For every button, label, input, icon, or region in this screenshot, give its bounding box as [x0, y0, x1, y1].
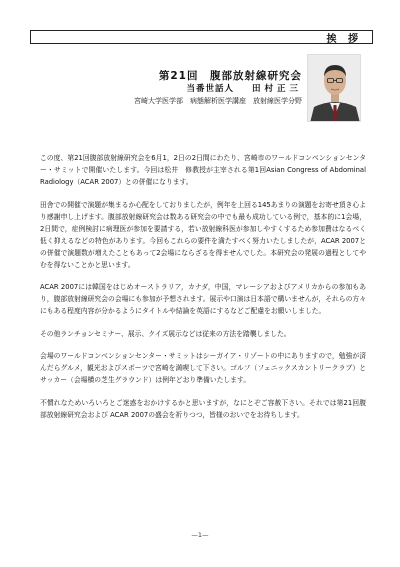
greeting-body: [40, 152, 366, 431]
paragraph-events: その他ランチョンセミナー、展示、クイズ展示などは従来の方法を踏襲しました。: [40, 329, 291, 338]
page-heading: 挨 拶: [326, 33, 362, 45]
host-role: 当番世話人: [186, 84, 235, 94]
title-block: [40, 69, 302, 107]
paragraph-venue: 会場のワールドコンベンションセンター・サミットはシーガイア・リゾートの中にありますので，勉強が済んだらグルメ，観光およびスポーツで宮崎を満喫して下さい。ゴルフ（フェニックスカントリークラブ）とサッカー（会場横の芝生グラウンド）は例年どおり準備いたします。: [40, 352, 366, 384]
author-portrait: [307, 54, 361, 122]
host-line: [40, 83, 302, 95]
paragraph-international: ACAR 2007には韓国をはじめオーストラリア，カナダ，中国，マレーシアおよびアメリカからの参加もあり，腹部放射線研究会の会場にも参加が予想されます。展示や口演は日本語で構いませんが，それらの方々にもある程度内容が分かるようにタイトルや結論を英語にするなどご配慮をお願いしました。: [40, 283, 366, 315]
paragraph-thanks: 田舎での開催で演題が集まるか心配をしておりましたが，例年を上回る145あまりの演題をお寄せ頂き心より感謝申し上げます。腹部放射線研究会は数ある研究会の中でも最も成功している例で，基本的に1会場，2日間で，症例検討に病理医が参加を要請する，若い放射線科医が参加しやすくするため参加費はなるべく低く抑えるなどの特色があります。今回もこれらの要件を満たすべく努力いたしましたが，ACAR 2007との併催で演題数が増えたこともあって2会場にならざるを得ませんでした。本研究会の発展の過程としてやむを得ないことかと思います。: [40, 200, 366, 269]
header-bar: [30, 30, 373, 44]
host-affiliation: 宮崎大学医学部 病態解析医学講座 放射線医学分野: [134, 97, 302, 105]
page-number: —1—: [191, 531, 209, 539]
conference-title: 第21回 腹部放射線研究会: [158, 70, 302, 82]
paragraph-closing: 不慣れなためいろいろとご迷惑をおかけするかと思いますが，なにとぞご容赦下さい。それでは第21回腹部放射線研究会および ACAR 2007の盛会を祈りつつ，皆様のおいでをお待ちします。: [40, 398, 366, 419]
portrait-image: [308, 55, 361, 122]
host-name: 田村正三: [251, 84, 302, 94]
paragraph-intro: この度、第21回腹部放射線研究会を6月1，2日の2日間にわたり、宮崎市のワールドコンベンションセンター・サミットで開催いたします。今回は松井 修教授が主宰される第1回Asian Congress of Abdominal Radiology（ACAR 2007）との併催になります。: [40, 154, 366, 186]
